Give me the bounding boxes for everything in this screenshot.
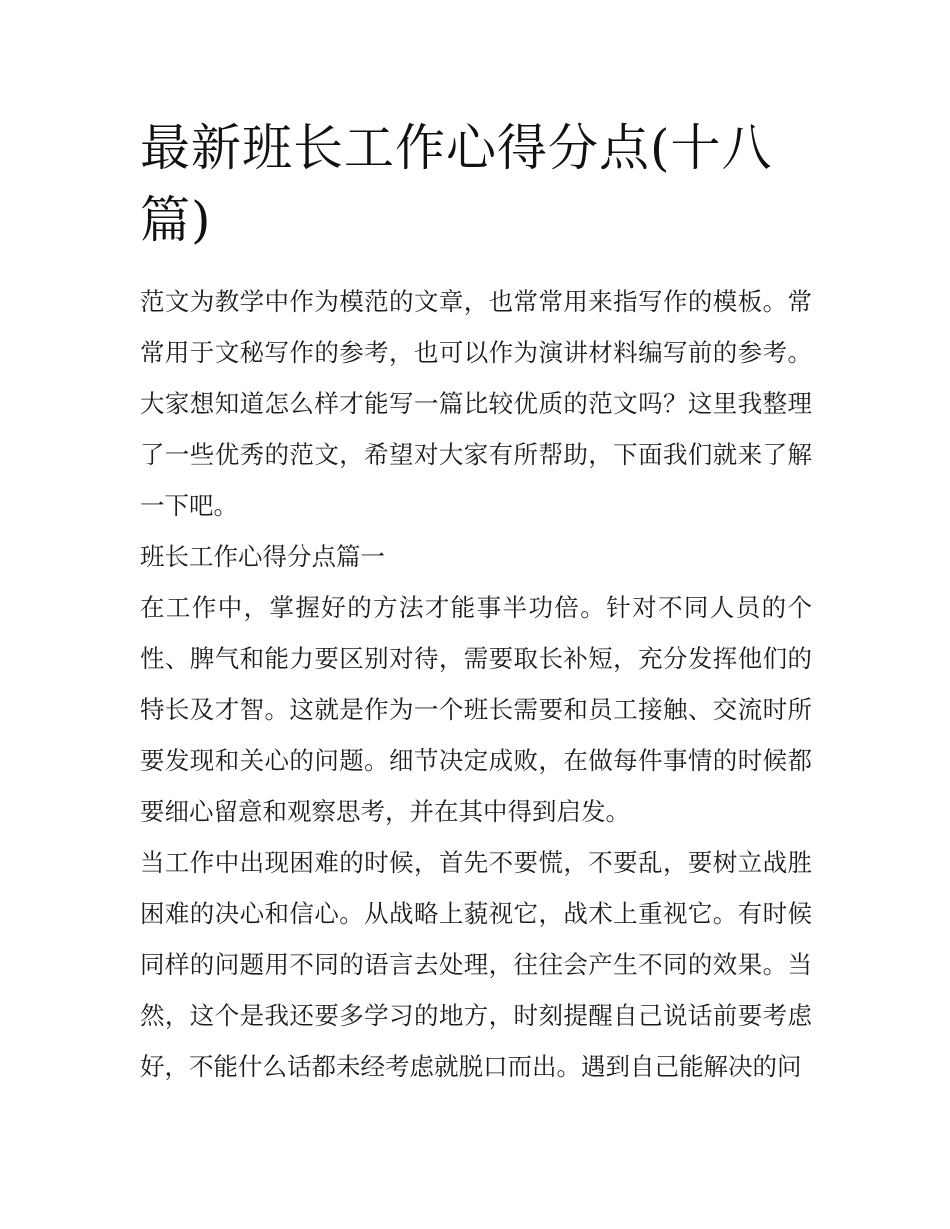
- body-paragraph: 当工作中出现困难的时候，首先不要慌，不要乱，要树立战胜困难的决心和信心。从战略上藐视它，战术上重视它。有时候同样的问题用不同的语言去处理，往往会产生不同的效果。当然，这个是我还要多学习的地方，时刻提醒自己说话前要考虑好，不能什么话都未经考虑就脱口而出。遇到自己能解决的问: [140, 848, 812, 1081]
- body-paragraph: 在工作中，掌握好的方法才能事半功倍。针对不同人员的个性、脾气和能力要区别对待，需要取长补短，充分发挥他们的特长及才智。这就是作为一个班长需要和员工接触、交流时所要发现和关心的问题。细节决定成败，在做每件事情的时候都要细心留意和观察思考，并在其中得到启发。: [140, 593, 812, 826]
- document-body: [140, 276, 812, 1092]
- document-title: 最新班长工作心得分点(十八篇): [140, 119, 773, 249]
- section-heading: 班长工作心得分点篇一: [140, 542, 385, 571]
- intro-paragraph: 范文为教学中作为模范的文章，也常常用来指写作的模板。常常用于文秘写作的参考，也可以作为演讲材料编写前的参考。大家想知道怎么样才能写一篇比较优质的范文吗？这里我整理了一些优秀的范文，希望对大家有所帮助，下面我们就来了解一下吧。: [140, 287, 812, 520]
